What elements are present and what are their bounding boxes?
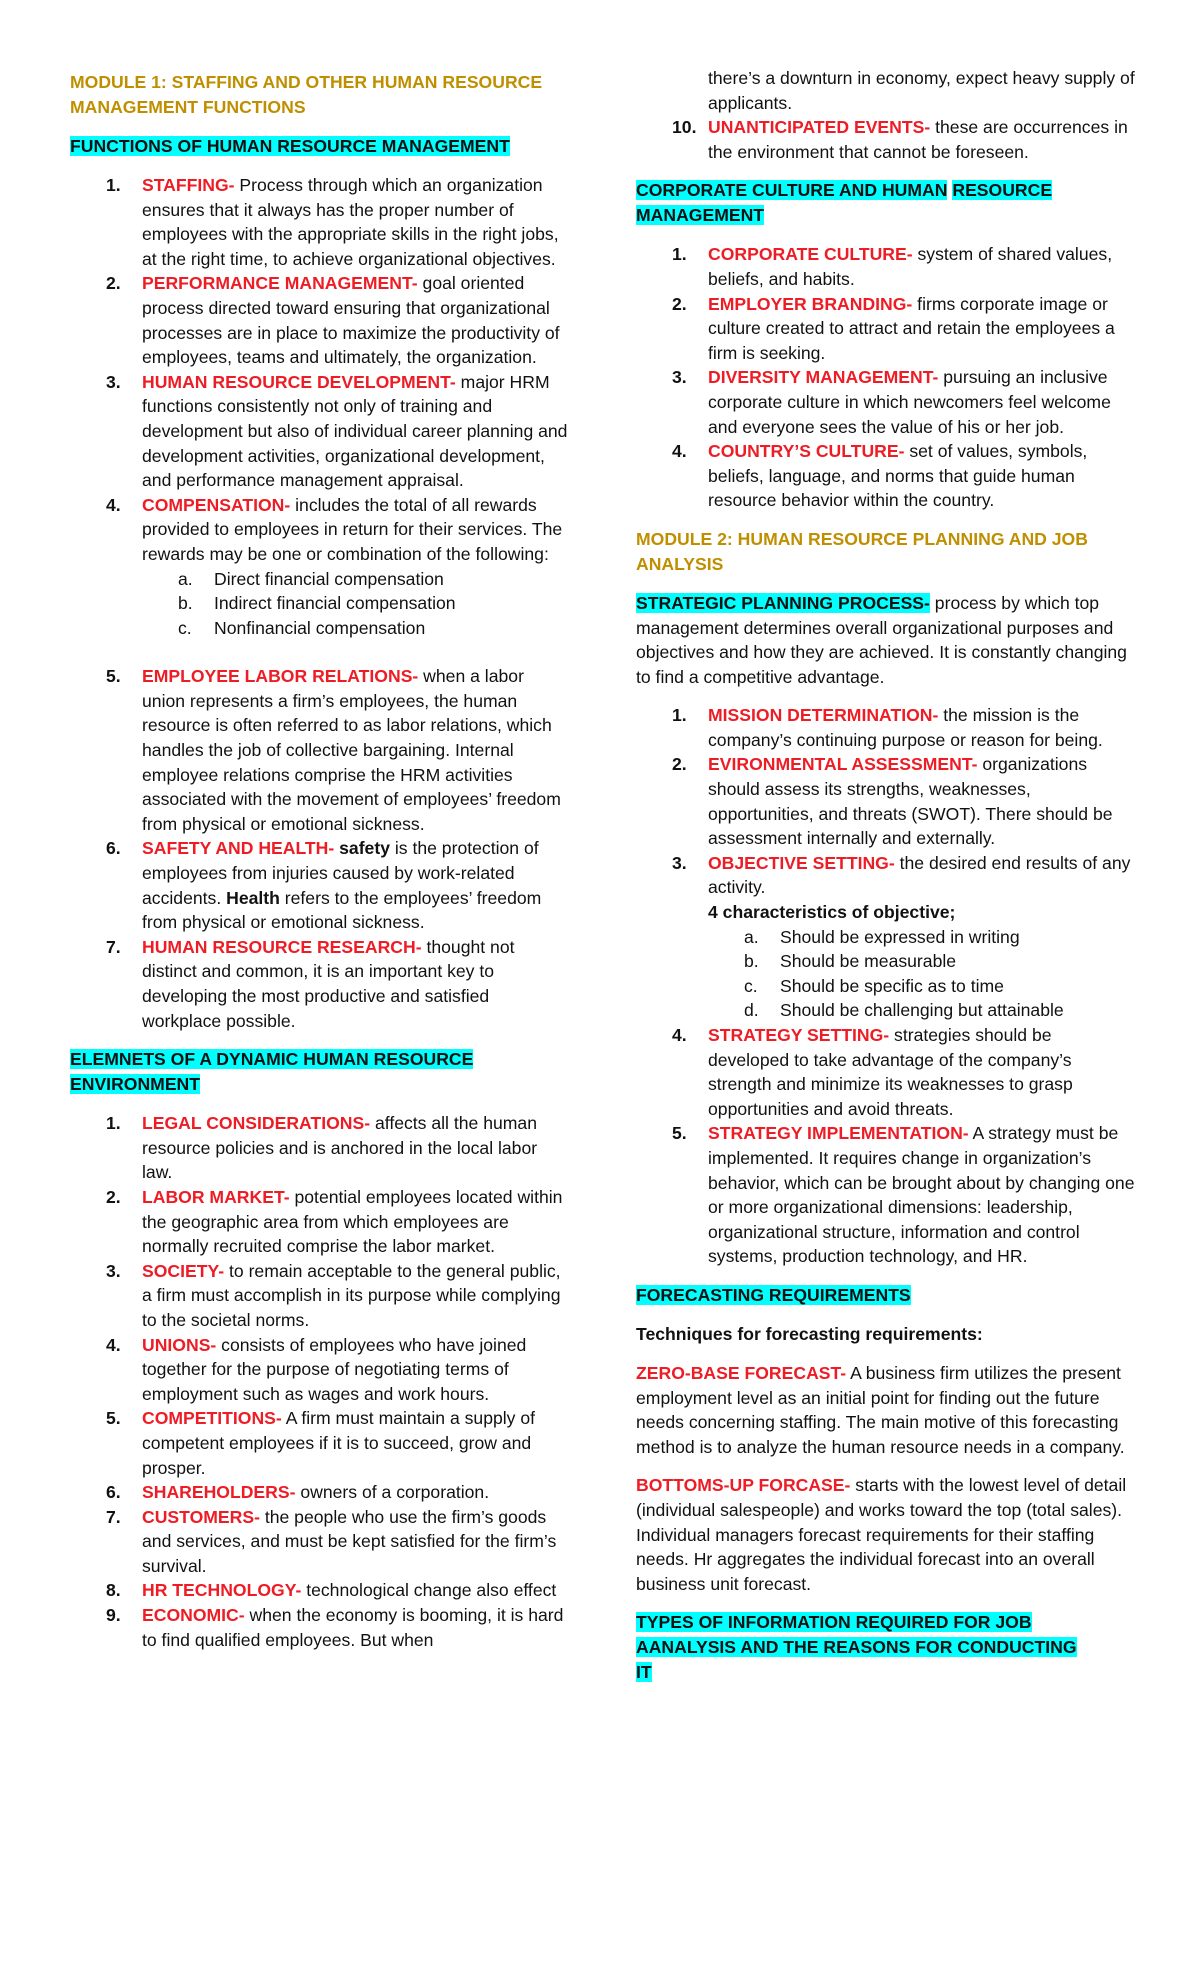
sub-item: c. Nonfinancial compensation [178,617,426,638]
list-item: 5. COMPETITIONS- A firm must maintain a supply of competent employees if it is to succeed, grow and prosper. [106,1408,536,1478]
objective-characteristics-title: 4 characteristics of objective; [708,902,956,923]
module-2-title: MODULE 2: HUMAN RESOURCE PLANNING AND JOB ANALYSIS [636,528,1088,574]
culture-list [636,242,1136,513]
functions-list-continued [70,664,570,1033]
list-item: there’s a downturn in economy, expect heavy supply of applicants. [708,68,1135,113]
functions-list [70,173,570,640]
strategic-planning-paragraph: STRATEGIC PLANNING PROCESS- process by which top management determines overall organizational purposes and objectives and how they are achieved. It is constantly changing to find a competitive advantage. [636,592,1127,687]
list-item: 5. EMPLOYEE LABOR RELATIONS- when a labor union represents a firm’s employees, the human resource is often referred to as labor relations, which handles the job of collective bargaining. Internal employee relations comprise the HRM activities associated with the movement of employees’ freedom from physical or emotional sickness. [106,666,561,834]
techniques-heading: Techniques for forecasting requirements: [636,1323,983,1344]
list-item: 1. STAFFING- Process through which an organization ensures that it always has the proper number of employees with the appropriate skills in the right jobs, at the right time, to achieve organizational objectives. [106,175,559,269]
list-item: 10. UNANTICIPATED EVENTS- these are occurrences in the environment that cannot be foreseen. [672,117,1128,162]
sub-item: d. Should be challenging but attainable [744,1000,1064,1021]
list-item: 3. OBJECTIVE SETTING- the desired end results of any activity. 4 characteristics of objective; a. Should be expressed in writing b. Should be measurable c. Should be specific as to time d. Should be challenging but attainable [636,851,1136,1023]
list-item: 2. LABOR MARKET- potential employees located within the geographic area from which employees are normally recruited comprise the labor market. [106,1186,563,1257]
functions-heading: FUNCTIONS OF HUMAN RESOURCE MANAGEMENT [70,136,510,156]
elements-list [70,1111,570,1652]
sub-item: a. Should be expressed in writing [744,926,1020,947]
types-heading: TYPES OF INFORMATION REQUIRED FOR JOB AANALYSIS AND THE REASONS FOR CONDUCTING IT [636,1612,1077,1683]
list-item: 3. HUMAN RESOURCE DEVELOPMENT- major HRM functions consistently not only of training and development but also of individual career planning and development activities, organizational development, and performance management appraisal. [106,371,568,491]
compensation-types [142,567,570,641]
planning-steps [636,703,1136,1269]
list-item: 4. COMPENSATION- includes the total of all rewards provided to employees in return for their services. The rewards may be one or combination of the following: a. Direct financial compensation b. Indirect financial compensation c. Nonfinancial compensation [70,493,570,641]
list-item: 8. HR TECHNOLOGY- technological change also effect [106,1580,557,1601]
list-item: 2. PERFORMANCE MANAGEMENT- goal oriented process directed toward ensuring that organizational processes are in place to maximize the productivity of employees, teams and ultimately, the organization. [106,273,560,368]
list-item: 7. HUMAN RESOURCE RESEARCH- thought not distinct and common, it is an important key to developing the most productive and satisfied workplace possible. [106,936,515,1031]
list-item: 2. EMPLOYER BRANDING- firms corporate image or culture created to attract and retain the employees a firm is seeking. [672,293,1115,363]
elements-list-continued [636,66,1136,164]
list-item: 6. SHAREHOLDERS- owners of a corporation. [106,1482,490,1503]
sub-item: a. Direct financial compensation [178,568,444,589]
module-1-title: MODULE 1: STAFFING AND OTHER HUMAN RESOURCE MANAGEMENT FUNCTIONS [70,72,543,117]
list-item: 3. SOCIETY- to remain acceptable to the general public, a firm must accomplish in its purpose while complying to the societal norms. [106,1260,561,1330]
sub-item: b. Should be measurable [744,951,957,972]
right-column [636,66,1136,1699]
list-item: 1. MISSION DETERMINATION- the mission is the company’s continuing purpose or reason for being. [672,705,1103,750]
list-item: 3. DIVERSITY MANAGEMENT- pursuing an inclusive corporate culture in which newcomers feel welcome and everyone sees the value of his or her job. [672,367,1111,437]
list-item: 4. STRATEGY SETTING- strategies should be developed to take advantage of the company’s strength and minimize its weaknesses to grasp opportunities and avoid threats. [672,1025,1073,1119]
list-item: 7. CUSTOMERS- the people who use the firm’s goods and services, and must be kept satisfied for the firm’s survival. [106,1506,557,1576]
list-item: 9. ECONOMIC- when the economy is booming, it is hard to find qualified employees. But when [106,1605,564,1650]
list-item: 1. LEGAL CONSIDERATIONS- affects all the human resource policies and is anchored in the local labor law. [106,1113,538,1183]
list-item: 5. STRATEGY IMPLEMENTATION- A strategy must be implemented. It requires change in organization’s behavior, which can be brought about by changing one or more organizational dimensions: leadership, organizational structure, information and control systems, production technology, and HR. [672,1123,1135,1267]
elements-heading: ELEMNETS OF A DYNAMIC HUMAN RESOURCE ENVIRONMENT [70,1049,474,1095]
objective-characteristics [708,925,1136,1023]
sub-item: c. Should be specific as to time [744,975,1004,996]
list-item: 4. UNIONS- consists of employees who have joined together for the purpose of negotiating terms of employment such as wages and work hours. [106,1334,527,1404]
list-item: 4. COUNTRY’S CULTURE- set of values, symbols, beliefs, language, and norms that guide human resource behavior within the country. [672,441,1088,511]
sub-item: b. Indirect financial compensation [178,593,456,614]
forecasting-heading: FORECASTING REQUIREMENTS [636,1284,911,1305]
zero-base-paragraph: ZERO-BASE FORECAST- A business firm utilizes the present employment level as an initial point for finding out the future needs concerning staffing. The main motive of this forecasting method is to analyze the human resource needs in a company. [636,1362,1125,1457]
culture-heading: CORPORATE CULTURE AND HUMAN RESOURCE MANAGEMENT [636,180,1053,226]
left-column [70,70,570,1666]
list-item: 1. CORPORATE CULTURE- system of shared values, beliefs, and habits. [672,244,1113,289]
list-item: 2. EVIRONMENTAL ASSESSMENT- organizations should assess its strengths, weaknesses, opportunities, and threats (SWOT). There should be assessment internally and externally. [672,754,1113,849]
bottoms-up-paragraph: BOTTOMS-UP FORCASE- starts with the lowest level of detail (individual salespeople) and works toward the top (total sales). Individual managers forecast requirements for their staffing needs. Hr aggregates the individual forecast into an overall business unit forecast. [636,1475,1127,1594]
list-item: 6. SAFETY AND HEALTH- safety is the protection of employees from injuries caused by work-related accidents. Health refers to the employees’ freedom from physical or emotional sickness. [106,838,542,933]
